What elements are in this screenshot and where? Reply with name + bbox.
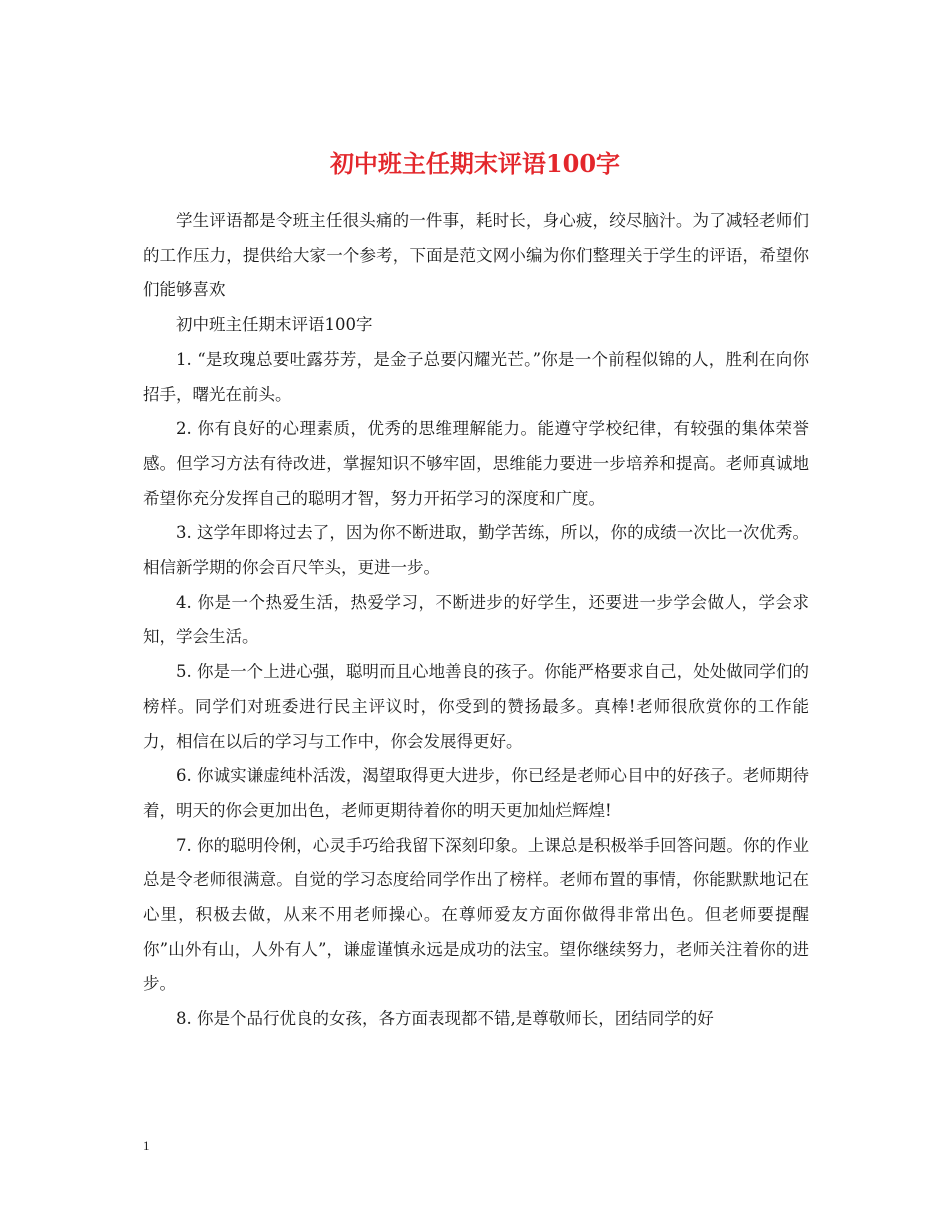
comment-item-8: 8. 你是个品行优良的女孩，各方面表现都不错,是尊敬师长，团结同学的好 <box>176 1009 714 1029</box>
page-number: 1 <box>143 1138 150 1153</box>
comment-item-6: 6. 你诚实谦虚纯朴活泼，渴望取得更大进步，你已经是老师心目中的好孩子。老师期待着，明天的你会更加出色，老师更期待着你的明天更加灿烂辉煌! <box>143 766 809 820</box>
comment-item-5: 5. 你是一个上进心强，聪明而且心地善良的孩子。你能严格要求自己，处处做同学们的榜样。同学们对班委进行民主评议时，你受到的赞扬最多。真棒!老师很欣赏你的工作能力，相信在以后的学习与工作中，你会发展得更好。 <box>143 662 809 751</box>
comment-item-3: 3. 这学年即将过去了，因为你不断进取，勤学苦练，所以，你的成绩一次比一次优秀。相信新学期的你会百尺竿头，更进一步。 <box>143 523 809 578</box>
comment-item-2: 2. 你有良好的心理素质，优秀的思维理解能力。能遵守学校纪律，有较强的集体荣誉感。但学习方法有待改进，掌握知识不够牢固，思维能力要进一步培养和提高。老师真诚地希望你充分发挥自己的聪明才智，努力开拓学习的深度和广度。 <box>143 419 809 508</box>
comment-item-1: 1. “是玫瑰总要吐露芬芳，是金子总要闪耀光芒。”你是一个前程似锦的人，胜利在向你招手，曙光在前头。 <box>143 349 809 404</box>
page-title: 初中班主任期末评语100字 <box>329 149 621 179</box>
document-body <box>143 204 809 1037</box>
comment-item-4: 4. 你是一个热爱生活，热爱学习，不断进步的好学生，还要进一步学会做人，学会求知，学会生活。 <box>143 592 809 647</box>
section-heading: 初中班主任期末评语100字 <box>176 315 373 335</box>
comment-item-7: 7. 你的聪明伶俐，心灵手巧给我留下深刻印象。上课总是积极举手回答问题。你的作业总是令老师很满意。自觉的学习态度给同学作出了榜样。老师布置的事情，你能默默地记在心里，积极去做，从来不用老师操心。在尊师爱友方面你做得非常出色。但老师要提醒你”山外有山，人外有人”，谦虚谨慎永远是成功的法宝。望你继续努力，老师关注着你的进步。 <box>143 835 809 994</box>
intro-paragraph: 学生评语都是令班主任很头痛的一件事，耗时长，身心疲，绞尽脑汁。为了减轻老师们的工作压力，提供给大家一个参考，下面是范文网小编为你们整理关于学生的评语，希望你们能够喜欢 <box>143 211 809 300</box>
